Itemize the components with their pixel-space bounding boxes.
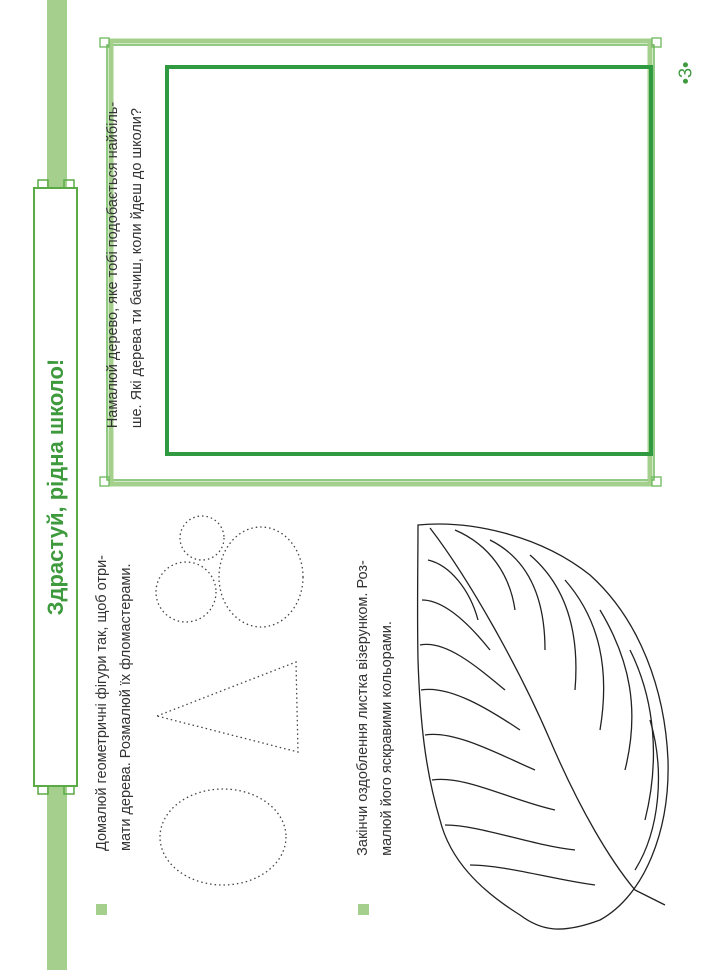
dotted-oval-shape xyxy=(160,789,286,885)
page-title: Здрастуй, рідна школо! xyxy=(43,358,68,616)
leaf-outline xyxy=(418,524,669,929)
task-1-line-1: Домалюй геометричні фігури так, щоб отри- xyxy=(94,554,110,852)
task-2-bullet xyxy=(358,904,369,915)
task-2-instructions xyxy=(351,560,399,856)
task-2-line-1: Закінчи оздоблення листка візерунком. Роз- xyxy=(355,560,371,856)
task-3-line-1: Намалюй дерево, яке тобі подобається найбіль- xyxy=(105,101,121,429)
drawing-area-frame xyxy=(100,38,661,486)
dotted-large-oval xyxy=(219,527,303,627)
dotted-tiny-circle xyxy=(180,516,224,560)
task-3-instructions xyxy=(101,102,149,428)
task-1-line-2: мати дерева. Розмалюй їх фломастерами. xyxy=(118,563,134,852)
task-3-line-2: ше. Які дерева ти бачиш, коли йдеш до школи? xyxy=(129,108,145,429)
dotted-small-circle xyxy=(156,562,216,622)
task-2-line-2: малюй його яскравими кольорами. xyxy=(379,621,395,856)
dotted-shapes xyxy=(156,516,303,885)
title-banner-ornaments xyxy=(38,180,74,794)
leaf-stem xyxy=(430,528,665,905)
drawing-area xyxy=(167,67,651,454)
page-number: •3• xyxy=(675,61,696,85)
task-1-bullet xyxy=(96,904,107,915)
dotted-triangle-shape xyxy=(157,662,298,752)
leaf-drawing xyxy=(418,524,669,929)
task-1-instructions xyxy=(90,555,138,851)
